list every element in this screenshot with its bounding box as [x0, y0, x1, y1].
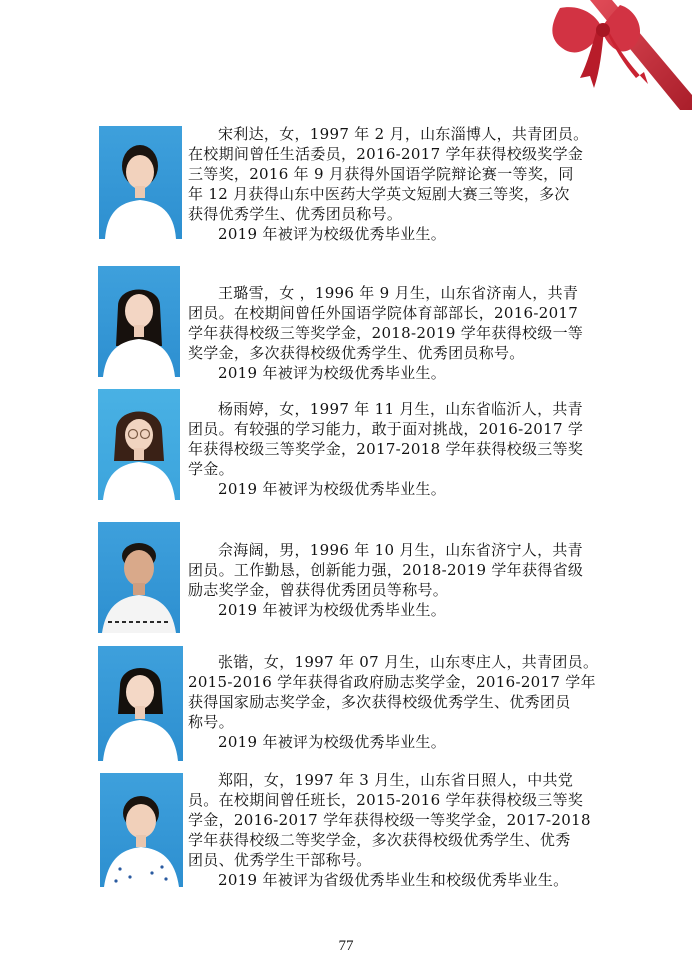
entry-line: 年获得校级三等奖学金，2017-2018 学年获得校级三等奖: [188, 440, 584, 458]
entry-she-haikuo: [188, 540, 588, 620]
portrait-icon: [98, 266, 180, 377]
entry-line: 学年获得校级三等奖学金，2018-2019 学年获得校级一等: [188, 324, 584, 342]
entry-line: 励志奖学金，曾获得优秀团员等称号。: [188, 581, 449, 599]
entry-line: 王璐雪，女 ，1996 年 9 月生，山东省济南人，共青: [218, 284, 579, 302]
entry-line: 学年获得校级二等奖学金，多次获得校级优秀学生、优秀: [188, 831, 571, 849]
entry-line: 佘海阔，男，1996 年 10 月生，山东省济宁人，共青: [218, 541, 583, 559]
entry-line: 获得优秀学生、优秀团员称号。: [188, 205, 403, 223]
portrait-icon: [98, 646, 183, 761]
portrait-icon: [100, 773, 183, 887]
entry-line: 员。在校期间曾任班长，2015-2016 学年获得校级三等奖: [188, 791, 584, 809]
entry-line: 学金。: [188, 460, 234, 478]
entry-award: 2019 年被评为校级优秀毕业生。: [218, 480, 447, 498]
photo-yang-yuting: [98, 389, 180, 500]
photo-song-lida: [99, 126, 182, 239]
entry-line: 宋利达，女，1997 年 2 月，山东淄博人，共青团员。: [218, 125, 589, 143]
entry-line: 奖学金，多次获得校级优秀学生、优秀团员称号。: [188, 344, 525, 362]
entry-award: 2019 年被评为校级优秀毕业生。: [218, 225, 447, 243]
entry-line: 张锴，女，1997 年 07 月生，山东枣庄人，共青团员。: [218, 653, 599, 671]
entry-award: 2019 年被评为校级优秀毕业生。: [218, 364, 447, 382]
photo-zhang-kai: [98, 646, 183, 761]
ribbon-decoration: [520, 0, 692, 110]
portrait-icon: [98, 522, 180, 633]
photo-zheng-yang: [100, 773, 183, 887]
entry-zheng-yang: [188, 770, 591, 890]
entry-line: 杨雨婷，女，1997 年 11 月生，山东省临沂人，共青: [218, 400, 583, 418]
entry-award: 2019 年被评为省级优秀毕业生和校级优秀毕业生。: [218, 871, 569, 889]
entry-line: 三等奖，2016 年 9 月获得外国语学院辩论赛一等奖，同: [188, 165, 574, 183]
entry-line: 在校期间曾任生活委员，2016-2017 学年获得校级奖学金: [188, 145, 584, 163]
entry-line: 获得国家励志奖学金，多次获得校级优秀学生、优秀团员: [188, 693, 571, 711]
entry-wang-luxue: [188, 283, 588, 383]
photo-she-haikuo: [98, 522, 180, 633]
entry-yang-yuting: [188, 399, 588, 499]
entry-line: 年 12 月获得山东中医药大学英文短剧大赛三等奖，多次: [188, 185, 570, 203]
entry-award: 2019 年被评为校级优秀毕业生。: [218, 733, 447, 751]
entry-line: 团员、优秀学生干部称号。: [188, 851, 372, 869]
entry-award: 2019 年被评为校级优秀毕业生。: [218, 601, 447, 619]
entry-line: 称号。: [188, 713, 234, 731]
entry-song-lida: [188, 124, 588, 244]
entry-zhang-kai: [188, 652, 599, 752]
entry-line: 团员。在校期间曾任外国语学院体育部部长，2016-2017: [188, 304, 579, 322]
entry-line: 2015-2016 学年获得省政府励志奖学金，2016-2017 学年: [188, 673, 596, 691]
portrait-icon: [99, 126, 182, 239]
portrait-icon: [98, 389, 180, 500]
entry-line: 学金，2016-2017 学年获得校级一等奖学金，2017-2018: [188, 811, 591, 829]
entry-line: 团员。工作勤恳，创新能力强，2018-2019 学年获得省级: [188, 561, 584, 579]
entry-line: 郑阳，女，1997 年 3 月生，山东省日照人，中共党: [218, 771, 574, 789]
entry-line: 团员。有较强的学习能力，敢于面对挑战，2016-2017 学: [188, 420, 584, 438]
photo-wang-luxue: [98, 266, 180, 377]
page-number: 77: [338, 938, 354, 954]
